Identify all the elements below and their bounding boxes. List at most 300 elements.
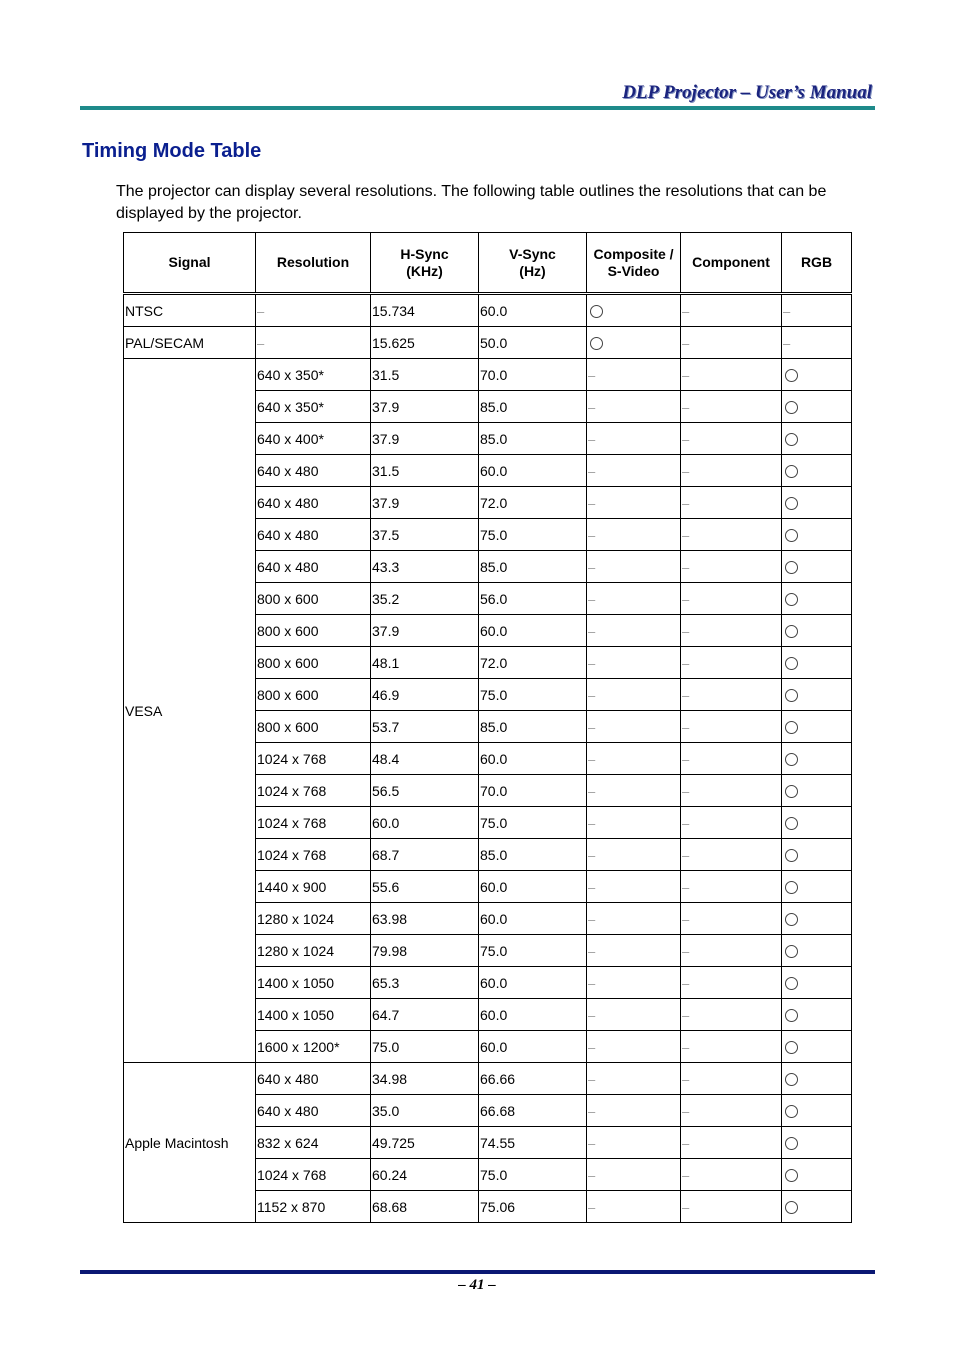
not-applicable-dash: –	[682, 399, 690, 415]
rgb-cell	[782, 359, 852, 391]
resolution-cell	[256, 423, 371, 455]
not-applicable-dash: –	[588, 399, 596, 415]
hsync-cell	[371, 967, 479, 999]
resolution-value: 1024 x 768	[257, 782, 327, 799]
vsync-cell	[479, 423, 587, 455]
vsync-value: 70.0	[480, 782, 508, 799]
vsync-cell	[479, 551, 587, 583]
vsync-value: 75.0	[480, 1166, 508, 1183]
not-applicable-dash: –	[783, 303, 791, 319]
table-row	[124, 359, 852, 391]
hsync-cell	[371, 327, 479, 359]
component-cell	[681, 935, 782, 967]
not-applicable-dash: –	[682, 687, 690, 703]
composite-cell	[587, 327, 681, 359]
hsync-value: 68.68	[372, 1198, 408, 1215]
hsync-cell	[371, 999, 479, 1031]
resolution-cell	[256, 967, 371, 999]
vsync-value: 75.0	[480, 814, 508, 831]
component-cell	[681, 967, 782, 999]
composite-cell	[587, 839, 681, 871]
resolution-value: 800 x 600	[257, 686, 319, 703]
signal-cell: NTSC	[124, 294, 256, 327]
hsync-cell	[371, 903, 479, 935]
not-applicable-dash: –	[682, 1071, 690, 1087]
not-applicable-dash: –	[588, 847, 596, 863]
composite-cell	[587, 935, 681, 967]
vsync-cell	[479, 999, 587, 1031]
composite-cell	[587, 423, 681, 455]
vsync-cell	[479, 615, 587, 647]
not-applicable-dash: –	[682, 719, 690, 735]
not-applicable-dash: –	[588, 431, 596, 447]
not-applicable-dash: –	[588, 1199, 596, 1215]
supported-circle-icon	[785, 753, 798, 766]
rgb-cell	[782, 839, 852, 871]
vsync-value: 75.0	[480, 942, 508, 959]
footer-divider	[80, 1270, 875, 1274]
composite-cell	[587, 487, 681, 519]
hsync-value: 37.9	[372, 398, 400, 415]
not-applicable-dash: –	[682, 431, 690, 447]
table-header-row	[124, 233, 852, 294]
vsync-cell	[479, 455, 587, 487]
vsync-value: 60.0	[480, 622, 508, 639]
resolution-cell	[256, 775, 371, 807]
vsync-cell	[479, 839, 587, 871]
composite-cell	[587, 775, 681, 807]
hsync-value: 37.9	[372, 494, 400, 511]
resolution-value: 640 x 480	[257, 1070, 319, 1087]
manual-header-title: DLP Projector – User’s Manual	[622, 82, 872, 103]
resolution-cell	[256, 743, 371, 775]
hsync-cell	[371, 423, 479, 455]
rgb-cell	[782, 935, 852, 967]
vsync-value: 74.55	[480, 1134, 516, 1151]
component-cell	[681, 903, 782, 935]
hsync-cell	[371, 455, 479, 487]
resolution-value: 832 x 624	[257, 1134, 319, 1151]
not-applicable-dash: –	[588, 1167, 596, 1183]
page-number: – 41 –	[458, 1277, 496, 1293]
resolution-cell	[256, 1063, 371, 1095]
section-title: Timing Mode Table	[82, 140, 262, 162]
component-cell	[681, 775, 782, 807]
rgb-cell	[782, 1191, 852, 1223]
resolution-cell	[256, 1031, 371, 1063]
resolution-cell	[256, 1159, 371, 1191]
component-cell	[681, 487, 782, 519]
resolution-cell	[256, 487, 371, 519]
component-cell	[681, 871, 782, 903]
not-applicable-dash: –	[588, 751, 596, 767]
vsync-cell	[479, 1031, 587, 1063]
supported-circle-icon	[785, 977, 798, 990]
header-divider	[80, 106, 875, 110]
vsync-cell	[479, 487, 587, 519]
hsync-cell	[371, 839, 479, 871]
not-applicable-dash: –	[588, 975, 596, 991]
composite-cell	[587, 999, 681, 1031]
vsync-value: 50.0	[480, 334, 508, 351]
resolution-cell	[256, 839, 371, 871]
timing-mode-table	[123, 232, 852, 1223]
vsync-cell	[479, 391, 587, 423]
rgb-cell	[782, 743, 852, 775]
component-cell	[681, 807, 782, 839]
component-cell	[681, 551, 782, 583]
rgb-cell	[782, 1063, 852, 1095]
component-cell	[681, 1031, 782, 1063]
not-applicable-dash: –	[588, 559, 596, 575]
supported-circle-icon	[785, 401, 798, 414]
not-applicable-dash: –	[588, 1135, 596, 1151]
vsync-value: 85.0	[480, 718, 508, 735]
not-applicable-dash: –	[588, 719, 596, 735]
supported-circle-icon	[785, 657, 798, 670]
not-applicable-dash: –	[682, 847, 690, 863]
not-applicable-dash: –	[257, 303, 265, 319]
hsync-cell	[371, 935, 479, 967]
hsync-value: 43.3	[372, 558, 400, 575]
resolution-value: 640 x 480	[257, 558, 319, 575]
resolution-value: 800 x 600	[257, 718, 319, 735]
not-applicable-dash: –	[257, 335, 265, 351]
hsync-value: 60.24	[372, 1166, 408, 1183]
resolution-value: 1400 x 1050	[257, 1006, 335, 1023]
component-cell	[681, 839, 782, 871]
composite-cell	[587, 294, 681, 327]
component-cell	[681, 294, 782, 327]
rgb-cell	[782, 487, 852, 519]
hsync-value: 63.98	[372, 910, 408, 927]
hsync-value: 48.4	[372, 750, 400, 767]
vsync-cell	[479, 294, 587, 327]
hsync-value: 75.0	[372, 1038, 400, 1055]
vsync-value: 60.0	[480, 462, 508, 479]
hsync-cell	[371, 1095, 479, 1127]
supported-circle-icon	[785, 881, 798, 894]
table-row	[124, 294, 852, 327]
supported-circle-icon	[785, 1169, 798, 1182]
not-applicable-dash: –	[682, 1039, 690, 1055]
component-cell	[681, 615, 782, 647]
hsync-cell	[371, 615, 479, 647]
supported-circle-icon	[785, 465, 798, 478]
vsync-value: 85.0	[480, 846, 508, 863]
hsync-value: 49.725	[372, 1134, 415, 1151]
vsync-value: 60.0	[480, 910, 508, 927]
component-cell	[681, 1159, 782, 1191]
component-cell	[681, 327, 782, 359]
composite-cell	[587, 967, 681, 999]
composite-cell	[587, 1159, 681, 1191]
rgb-cell	[782, 679, 852, 711]
vsync-value: 56.0	[480, 590, 508, 607]
resolution-value: 1600 x 1200*	[257, 1038, 340, 1055]
hsync-value: 55.6	[372, 878, 400, 895]
supported-circle-icon	[785, 721, 798, 734]
hsync-value: 64.7	[372, 1006, 400, 1023]
not-applicable-dash: –	[783, 335, 791, 351]
header-rgb: RGB	[782, 233, 852, 294]
resolution-value: 1152 x 870	[257, 1198, 326, 1215]
component-cell	[681, 1095, 782, 1127]
composite-cell	[587, 519, 681, 551]
resolution-value: 1400 x 1050	[257, 974, 335, 991]
vsync-cell	[479, 903, 587, 935]
vsync-value: 60.0	[480, 1006, 508, 1023]
header-component: Component	[681, 233, 782, 294]
resolution-value: 1024 x 768	[257, 1166, 327, 1183]
hsync-value: 37.5	[372, 526, 400, 543]
not-applicable-dash: –	[588, 815, 596, 831]
not-applicable-dash: –	[588, 1103, 596, 1119]
composite-cell	[587, 647, 681, 679]
signal-cell: PAL/SECAM	[124, 327, 256, 359]
vsync-cell	[479, 711, 587, 743]
hsync-cell	[371, 743, 479, 775]
component-cell	[681, 583, 782, 615]
vsync-cell	[479, 935, 587, 967]
not-applicable-dash: –	[682, 335, 690, 351]
component-cell	[681, 519, 782, 551]
rgb-cell	[782, 391, 852, 423]
not-applicable-dash: –	[588, 623, 596, 639]
component-cell	[681, 743, 782, 775]
resolution-value: 640 x 350*	[257, 398, 324, 415]
hsync-value: 31.5	[372, 366, 400, 383]
resolution-cell	[256, 647, 371, 679]
resolution-value: 800 x 600	[257, 622, 319, 639]
component-cell	[681, 1127, 782, 1159]
table-body	[124, 294, 852, 1223]
hsync-value: 68.7	[372, 846, 400, 863]
supported-circle-icon	[785, 849, 798, 862]
composite-cell	[587, 615, 681, 647]
not-applicable-dash: –	[588, 495, 596, 511]
resolution-cell	[256, 359, 371, 391]
rgb-cell	[782, 327, 852, 359]
resolution-value: 640 x 480	[257, 1102, 319, 1119]
component-cell	[681, 1191, 782, 1223]
resolution-cell	[256, 615, 371, 647]
hsync-cell	[371, 1159, 479, 1191]
resolution-value: 1024 x 768	[257, 846, 327, 863]
not-applicable-dash: –	[682, 303, 690, 319]
rgb-cell	[782, 1127, 852, 1159]
composite-cell	[587, 1095, 681, 1127]
vsync-value: 60.0	[480, 1038, 508, 1055]
vsync-value: 72.0	[480, 654, 508, 671]
composite-cell	[587, 1191, 681, 1223]
not-applicable-dash: –	[588, 655, 596, 671]
hsync-value: 53.7	[372, 718, 400, 735]
hsync-value: 34.98	[372, 1070, 408, 1087]
hsync-cell	[371, 1127, 479, 1159]
header-composite-svideo: Composite / S-Video	[587, 233, 681, 294]
table-row	[124, 1063, 852, 1095]
intro-paragraph: The projector can display several resolutions. The following table outlines the resolutions that can be displayed by the projector.	[116, 183, 827, 222]
hsync-cell	[371, 775, 479, 807]
supported-circle-icon	[785, 1041, 798, 1054]
hsync-cell	[371, 1191, 479, 1223]
vsync-cell	[479, 1191, 587, 1223]
hsync-value: 37.9	[372, 622, 400, 639]
hsync-cell	[371, 871, 479, 903]
not-applicable-dash: –	[682, 495, 690, 511]
vsync-cell	[479, 519, 587, 551]
resolution-cell	[256, 935, 371, 967]
hsync-value: 48.1	[372, 654, 400, 671]
vsync-value: 60.0	[480, 974, 508, 991]
rgb-cell	[782, 551, 852, 583]
hsync-cell	[371, 487, 479, 519]
hsync-cell	[371, 583, 479, 615]
composite-cell	[587, 583, 681, 615]
not-applicable-dash: –	[588, 591, 596, 607]
hsync-value: 56.5	[372, 782, 400, 799]
supported-circle-icon	[785, 785, 798, 798]
vsync-value: 60.0	[480, 878, 508, 895]
supported-circle-icon	[590, 337, 603, 350]
hsync-value: 37.9	[372, 430, 400, 447]
composite-cell	[587, 1031, 681, 1063]
not-applicable-dash: –	[682, 1103, 690, 1119]
hsync-cell	[371, 711, 479, 743]
not-applicable-dash: –	[682, 879, 690, 895]
supported-circle-icon	[785, 529, 798, 542]
resolution-cell	[256, 679, 371, 711]
hsync-cell	[371, 1063, 479, 1095]
resolution-cell	[256, 551, 371, 583]
supported-circle-icon	[785, 913, 798, 926]
component-cell	[681, 647, 782, 679]
not-applicable-dash: –	[588, 911, 596, 927]
not-applicable-dash: –	[682, 1135, 690, 1151]
supported-circle-icon	[785, 1073, 798, 1086]
component-cell	[681, 423, 782, 455]
hsync-value: 31.5	[372, 462, 400, 479]
signal-cell: Apple Macintosh	[124, 1063, 256, 1223]
not-applicable-dash: –	[588, 879, 596, 895]
not-applicable-dash: –	[682, 975, 690, 991]
hsync-cell	[371, 519, 479, 551]
resolution-cell	[256, 455, 371, 487]
not-applicable-dash: –	[682, 1199, 690, 1215]
rgb-cell	[782, 775, 852, 807]
vsync-value: 70.0	[480, 366, 508, 383]
header-vsync: V-Sync (Hz)	[479, 233, 587, 294]
rgb-cell	[782, 903, 852, 935]
vsync-cell	[479, 647, 587, 679]
supported-circle-icon	[785, 1201, 798, 1214]
vsync-value: 66.68	[480, 1102, 516, 1119]
resolution-value: 640 x 480	[257, 494, 319, 511]
vsync-value: 85.0	[480, 398, 508, 415]
supported-circle-icon	[785, 561, 798, 574]
component-cell	[681, 359, 782, 391]
vsync-value: 60.0	[480, 302, 508, 319]
supported-circle-icon	[785, 1009, 798, 1022]
resolution-value: 1024 x 768	[257, 750, 327, 767]
rgb-cell	[782, 871, 852, 903]
rgb-cell	[782, 647, 852, 679]
composite-cell	[587, 1127, 681, 1159]
rgb-cell	[782, 455, 852, 487]
header-signal: Signal	[124, 233, 256, 294]
hsync-value: 35.2	[372, 590, 400, 607]
not-applicable-dash: –	[588, 1039, 596, 1055]
component-cell	[681, 679, 782, 711]
not-applicable-dash: –	[588, 1071, 596, 1087]
not-applicable-dash: –	[682, 1007, 690, 1023]
resolution-value: 800 x 600	[257, 654, 319, 671]
not-applicable-dash: –	[682, 815, 690, 831]
rgb-cell	[782, 583, 852, 615]
vsync-value: 60.0	[480, 750, 508, 767]
rgb-cell	[782, 1031, 852, 1063]
vsync-cell	[479, 1063, 587, 1095]
vsync-value: 75.0	[480, 686, 508, 703]
hsync-cell	[371, 1031, 479, 1063]
hsync-cell	[371, 679, 479, 711]
vsync-cell	[479, 775, 587, 807]
not-applicable-dash: –	[682, 591, 690, 607]
vsync-value: 72.0	[480, 494, 508, 511]
resolution-cell	[256, 711, 371, 743]
vsync-cell	[479, 583, 587, 615]
supported-circle-icon	[590, 305, 603, 318]
hsync-cell	[371, 647, 479, 679]
hsync-cell	[371, 807, 479, 839]
resolution-value: 1024 x 768	[257, 814, 327, 831]
composite-cell	[587, 359, 681, 391]
composite-cell	[587, 743, 681, 775]
resolution-value: 640 x 350*	[257, 366, 324, 383]
composite-cell	[587, 871, 681, 903]
composite-cell	[587, 679, 681, 711]
vsync-cell	[479, 359, 587, 391]
vsync-cell	[479, 807, 587, 839]
hsync-value: 60.0	[372, 814, 400, 831]
supported-circle-icon	[785, 497, 798, 510]
vsync-cell	[479, 743, 587, 775]
resolution-value: 640 x 480	[257, 526, 319, 543]
supported-circle-icon	[785, 1105, 798, 1118]
resolution-cell	[256, 1127, 371, 1159]
supported-circle-icon	[785, 945, 798, 958]
composite-cell	[587, 1063, 681, 1095]
not-applicable-dash: –	[588, 463, 596, 479]
component-cell	[681, 391, 782, 423]
resolution-cell	[256, 327, 371, 359]
vsync-value: 75.06	[480, 1198, 516, 1215]
component-cell	[681, 711, 782, 743]
header-resolution: Resolution	[256, 233, 371, 294]
not-applicable-dash: –	[682, 527, 690, 543]
hsync-value: 15.625	[372, 334, 415, 351]
not-applicable-dash: –	[682, 463, 690, 479]
component-cell	[681, 455, 782, 487]
header-hsync: H-Sync (KHz)	[371, 233, 479, 294]
table-row	[124, 327, 852, 359]
not-applicable-dash: –	[588, 1007, 596, 1023]
not-applicable-dash: –	[682, 783, 690, 799]
vsync-cell	[479, 967, 587, 999]
vsync-cell	[479, 1159, 587, 1191]
resolution-cell	[256, 583, 371, 615]
